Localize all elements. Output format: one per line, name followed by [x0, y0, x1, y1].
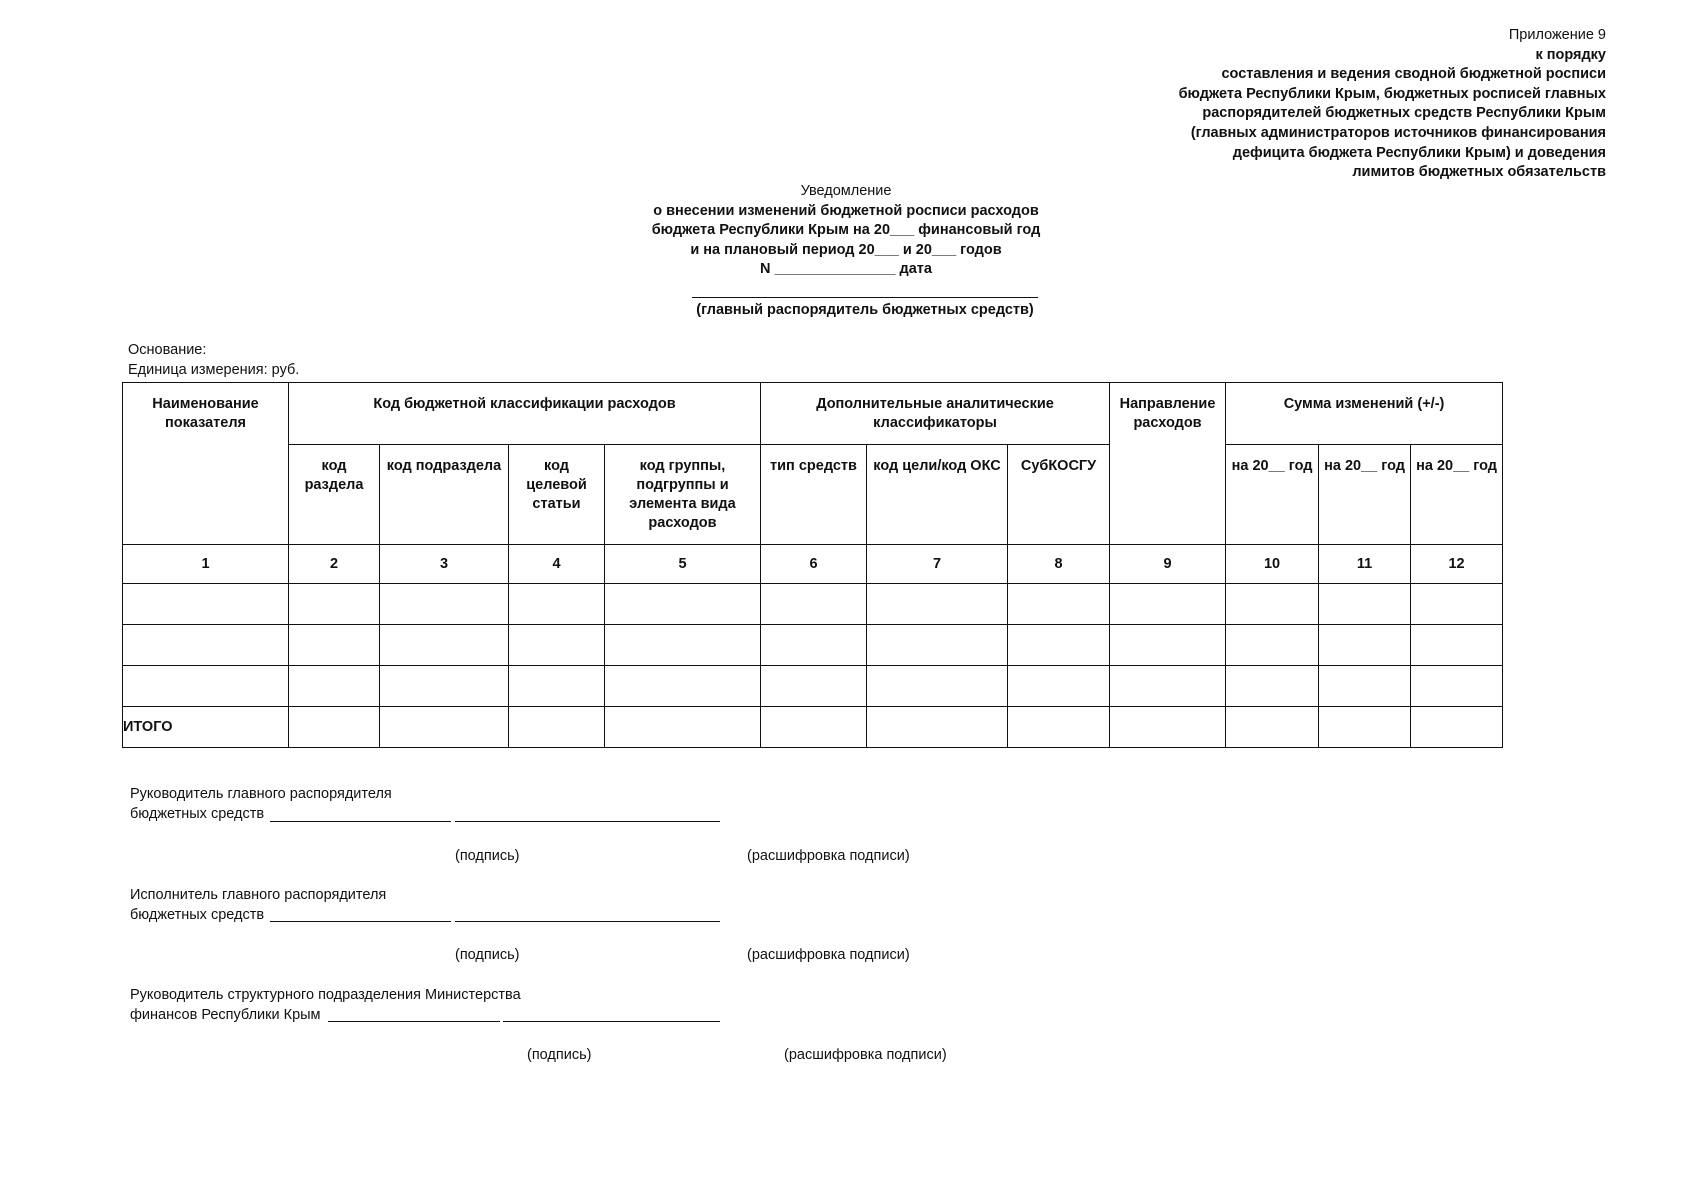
signature-title: бюджетных средств — [130, 907, 265, 923]
appendix-line: составления и ведения сводной бюджетной росписи — [1221, 66, 1606, 83]
table-cell — [605, 707, 761, 748]
signature-block-1 — [130, 784, 392, 824]
table-cell — [123, 625, 289, 666]
signature-title: Руководитель главного распорядителя — [130, 786, 392, 802]
subheader-year-1: на 20__ год — [1226, 445, 1319, 545]
table-cell — [509, 584, 605, 625]
notice-title: Уведомление — [800, 183, 892, 199]
sign-caption: (подпись) — [455, 848, 520, 864]
appendix-line: распорядителей бюджетных средств Республики Крым — [1202, 105, 1606, 122]
table-cell — [1008, 707, 1110, 748]
table-cell — [761, 707, 867, 748]
subheader-razdel: код раздела — [289, 445, 380, 545]
table-cell — [380, 666, 509, 707]
header-sum: Сумма изменений (+/-) — [1226, 383, 1503, 445]
table-cell — [605, 666, 761, 707]
signature-block-2 — [130, 885, 386, 925]
subheader-cel: код целевой статьи — [509, 445, 605, 545]
decode-caption: (расшифровка подписи) — [747, 947, 910, 963]
header-kbk: Код бюджетной классификации расходов — [289, 383, 761, 445]
table-cell — [1411, 707, 1503, 748]
table-cell — [509, 707, 605, 748]
decode-line — [503, 1021, 720, 1022]
notice-line: бюджета Республики Крым на 20___ финансовый год — [651, 222, 1041, 239]
notice-line: о внесении изменений бюджетной росписи расходов — [653, 202, 1039, 219]
header-analytic: Дополнительные аналитические классификаторы — [761, 383, 1110, 445]
column-number: 5 — [605, 545, 761, 584]
table-cell — [289, 707, 380, 748]
table-cell — [1008, 584, 1110, 625]
signature-line — [270, 821, 451, 822]
table-cell — [1110, 625, 1226, 666]
column-number: 10 — [1226, 545, 1319, 584]
table-cell — [509, 625, 605, 666]
table-cell — [1319, 625, 1411, 666]
appendix-title: Приложение 9 — [1508, 27, 1606, 43]
table-cell — [380, 707, 509, 748]
table-cell — [605, 625, 761, 666]
notice-number-date: N _______________ дата — [760, 261, 932, 278]
column-number: 1 — [123, 545, 289, 584]
table-cell — [1319, 666, 1411, 707]
column-number: 8 — [1008, 545, 1110, 584]
decode-line — [455, 921, 720, 922]
header-name: Наименование показателя — [123, 383, 289, 545]
notice-block — [640, 182, 1052, 280]
sign-caption: (подпись) — [527, 1047, 592, 1063]
table-cell — [1008, 666, 1110, 707]
table-cell — [1319, 707, 1411, 748]
decode-caption: (расшифровка подписи) — [747, 848, 910, 864]
signature-line — [270, 921, 451, 922]
signature-title: финансов Республики Крым — [130, 1007, 321, 1023]
signature-block-3 — [130, 985, 521, 1025]
table-cell — [1226, 666, 1319, 707]
total-label: ИТОГО — [123, 707, 289, 748]
appendix-header — [846, 26, 1606, 183]
table-cell — [1411, 625, 1503, 666]
table-cell — [289, 666, 380, 707]
table-cell — [605, 584, 761, 625]
table-cell — [1226, 707, 1319, 748]
decode-line — [455, 821, 720, 822]
table-cell — [380, 625, 509, 666]
sign-caption: (подпись) — [455, 947, 520, 963]
appendix-line: лимитов бюджетных обязательств — [1352, 164, 1606, 181]
table-cell — [380, 584, 509, 625]
table-cell — [289, 584, 380, 625]
table-cell — [289, 625, 380, 666]
signature-title: Исполнитель главного распорядителя — [130, 887, 387, 903]
header-direction: Направление расходов — [1110, 383, 1226, 545]
subheader-kosgu: СубКОСГУ — [1008, 445, 1110, 545]
chief-underline — [692, 297, 1038, 298]
table-cell — [1008, 625, 1110, 666]
chief-caption: (главный распорядитель бюджетных средств) — [696, 302, 1034, 318]
column-number: 6 — [761, 545, 867, 584]
appendix-line: дефицита бюджета Республики Крым) и доведения — [1232, 144, 1606, 161]
table-cell — [1411, 584, 1503, 625]
table-cell — [123, 584, 289, 625]
table-cell — [1411, 666, 1503, 707]
column-number: 12 — [1411, 545, 1503, 584]
table-cell — [1226, 625, 1319, 666]
table-cell — [1319, 584, 1411, 625]
column-number: 2 — [289, 545, 380, 584]
table-cell — [867, 707, 1008, 748]
table-cell — [1110, 666, 1226, 707]
table-cell — [1110, 707, 1226, 748]
appendix-line: бюджета Республики Крым, бюджетных росписей главных — [1178, 85, 1606, 102]
subheader-year-3: на 20__ год — [1411, 445, 1503, 545]
unit-label: Единица измерения: руб. — [128, 362, 300, 378]
table-cell — [867, 666, 1008, 707]
decode-caption: (расшифровка подписи) — [784, 1047, 947, 1063]
table-cell — [761, 625, 867, 666]
column-number: 11 — [1319, 545, 1411, 584]
column-number: 9 — [1110, 545, 1226, 584]
total-row — [123, 707, 1503, 748]
table-row — [123, 584, 1503, 625]
changes-table — [122, 382, 1503, 748]
table-cell — [761, 584, 867, 625]
table-cell — [509, 666, 605, 707]
subheader-vid: код группы, подгруппы и элемента вида расходов — [605, 445, 761, 545]
notice-line: и на плановый период 20___ и 20___ годов — [690, 241, 1002, 258]
table-cell — [867, 625, 1008, 666]
subheader-podrazdel: код подраздела — [380, 445, 509, 545]
table-cell — [123, 666, 289, 707]
subheader-oks: код цели/код ОКС — [867, 445, 1008, 545]
table-cell — [1110, 584, 1226, 625]
table-row — [123, 666, 1503, 707]
signature-title: бюджетных средств — [130, 806, 265, 822]
subheader-year-2: на 20__ год — [1319, 445, 1411, 545]
appendix-line: к порядку — [1535, 46, 1606, 63]
signature-line — [328, 1021, 500, 1022]
table-cell — [761, 666, 867, 707]
basis-label: Основание: — [128, 342, 207, 358]
column-number: 3 — [380, 545, 509, 584]
signature-title: Руководитель структурного подразделения Министерства — [130, 987, 521, 1003]
table-row — [123, 625, 1503, 666]
subheader-tip: тип средств — [761, 445, 867, 545]
column-number: 4 — [509, 545, 605, 584]
column-number: 7 — [867, 545, 1008, 584]
table-cell — [1226, 584, 1319, 625]
table-cell — [867, 584, 1008, 625]
appendix-line: (главных администраторов источников финансирования — [1190, 124, 1606, 141]
